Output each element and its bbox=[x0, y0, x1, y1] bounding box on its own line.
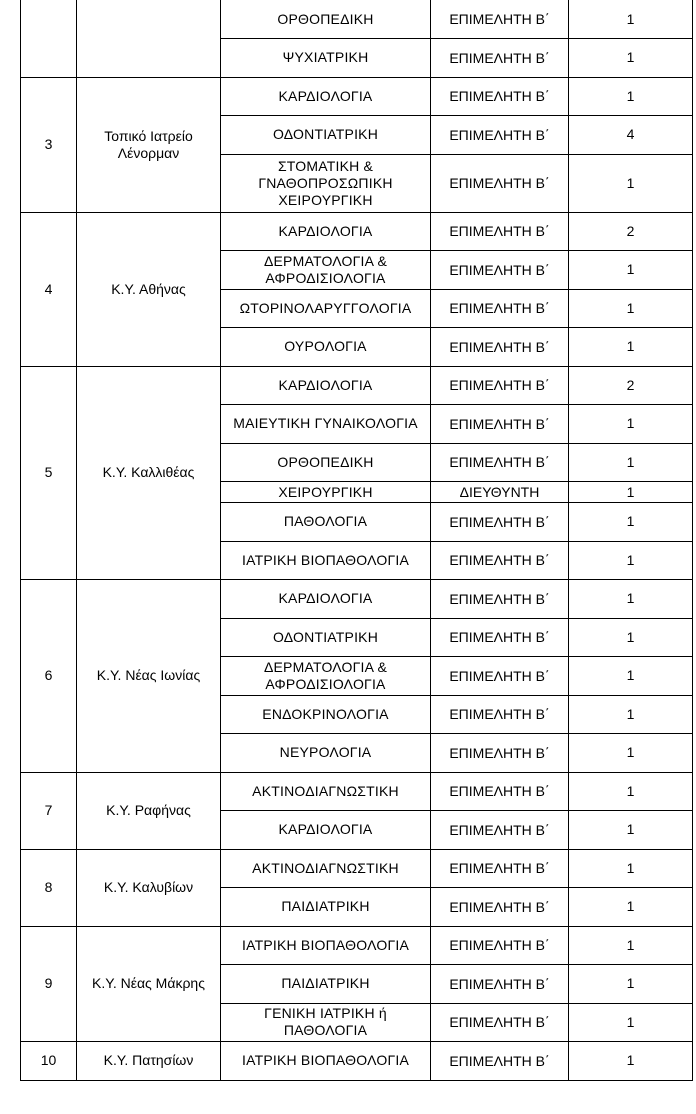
table-row bbox=[21, 366, 693, 405]
table-row bbox=[21, 0, 693, 39]
health-unit-cell: Κ.Υ. Καλλιθέας bbox=[77, 366, 221, 580]
positions-count-cell: 1 bbox=[569, 965, 693, 1004]
specialty-cell: ΟΡΘΟΠΕΔΙΚΗ bbox=[221, 0, 431, 39]
table-row bbox=[21, 849, 693, 888]
specialty-cell: ΟΡΘΟΠΕΔΙΚΗ bbox=[221, 443, 431, 482]
vacancy-table-page bbox=[20, 0, 692, 1081]
positions-count-cell: 1 bbox=[569, 695, 693, 734]
specialty-cell: ΚΑΡΔΙΟΛΟΓΙΑ bbox=[221, 212, 431, 251]
rank-cell: ΕΠΙΜΕΛΗΤΗ Β΄ bbox=[431, 541, 569, 580]
health-unit-cell bbox=[77, 0, 221, 77]
health-unit-cell: Τοπικό Ιατρείο Λένορμαν bbox=[77, 77, 221, 212]
specialty-cell: ΔΕΡΜΑΤΟΛΟΓΙΑ & ΑΦΡΟΔΙΣΙΟΛΟΓΙΑ bbox=[221, 657, 431, 696]
vacancy-table-body bbox=[21, 0, 693, 1080]
row-number-cell: 7 bbox=[21, 772, 77, 849]
positions-count-cell: 1 bbox=[569, 888, 693, 927]
specialty-cell: ΕΝΔΟΚΡΙΝΟΛΟΓΙΑ bbox=[221, 695, 431, 734]
specialty-cell: ΝΕΥΡΟΛΟΓΙΑ bbox=[221, 734, 431, 773]
specialty-cell: ΟΥΡΟΛΟΓΙΑ bbox=[221, 328, 431, 367]
rank-cell: ΕΠΙΜΕΛΗΤΗ Β΄ bbox=[431, 849, 569, 888]
positions-count-cell: 1 bbox=[569, 405, 693, 444]
rank-cell: ΕΠΙΜΕΛΗΤΗ Β΄ bbox=[431, 405, 569, 444]
specialty-cell: ΜΑΙΕΥΤΙΚΗ ΓΥΝΑΙΚΟΛΟΓΙΑ bbox=[221, 405, 431, 444]
specialty-cell: ΚΑΡΔΙΟΛΟΓΙΑ bbox=[221, 811, 431, 850]
positions-count-cell: 2 bbox=[569, 212, 693, 251]
row-number-cell: 6 bbox=[21, 580, 77, 773]
table-row bbox=[21, 580, 693, 619]
health-unit-cell: Κ.Υ. Αθήνας bbox=[77, 212, 221, 366]
rank-cell: ΕΠΙΜΕΛΗΤΗ Β΄ bbox=[431, 251, 569, 290]
positions-count-cell: 1 bbox=[569, 811, 693, 850]
positions-count-cell: 1 bbox=[569, 289, 693, 328]
positions-count-cell: 1 bbox=[569, 503, 693, 542]
row-number-cell bbox=[21, 0, 77, 77]
specialty-cell: ΟΔΟΝΤΙΑΤΡΙΚΗ bbox=[221, 618, 431, 657]
health-unit-cell: Κ.Υ. Νέας Ιωνίας bbox=[77, 580, 221, 773]
health-unit-cell: Κ.Υ. Καλυβίων bbox=[77, 849, 221, 926]
positions-count-cell: 1 bbox=[569, 772, 693, 811]
positions-count-cell: 1 bbox=[569, 328, 693, 367]
specialty-cell: ΙΑΤΡΙΚΗ ΒΙΟΠΑΘΟΛΟΓΙΑ bbox=[221, 926, 431, 965]
positions-count-cell: 1 bbox=[569, 734, 693, 773]
specialty-cell: ΨΥΧΙΑΤΡΙΚΗ bbox=[221, 39, 431, 78]
rank-cell: ΕΠΙΜΕΛΗΤΗ Β΄ bbox=[431, 695, 569, 734]
row-number-cell: 4 bbox=[21, 212, 77, 366]
rank-cell: ΕΠΙΜΕΛΗΤΗ Β΄ bbox=[431, 366, 569, 405]
rank-cell: ΕΠΙΜΕΛΗΤΗ Β΄ bbox=[431, 1042, 569, 1081]
row-number-cell: 8 bbox=[21, 849, 77, 926]
rank-cell: ΕΠΙΜΕΛΗΤΗ Β΄ bbox=[431, 657, 569, 696]
specialty-cell: ΧΕΙΡΟΥΡΓΙΚΗ bbox=[221, 482, 431, 503]
rank-cell: ΕΠΙΜΕΛΗΤΗ Β΄ bbox=[431, 212, 569, 251]
rank-cell: ΕΠΙΜΕΛΗΤΗ Β΄ bbox=[431, 772, 569, 811]
rank-cell: ΕΠΙΜΕΛΗΤΗ Β΄ bbox=[431, 443, 569, 482]
positions-count-cell: 1 bbox=[569, 154, 693, 212]
positions-count-cell: 1 bbox=[569, 849, 693, 888]
specialty-cell: ΙΑΤΡΙΚΗ ΒΙΟΠΑΘΟΛΟΓΙΑ bbox=[221, 1042, 431, 1081]
positions-count-cell: 1 bbox=[569, 926, 693, 965]
specialty-cell: ΑΚΤΙΝΟΔΙΑΓΝΩΣΤΙΚΗ bbox=[221, 772, 431, 811]
rank-cell: ΔΙΕΥΘΥΝΤΗ bbox=[431, 482, 569, 503]
rank-cell: ΕΠΙΜΕΛΗΤΗ Β΄ bbox=[431, 965, 569, 1004]
specialty-cell: ΚΑΡΔΙΟΛΟΓΙΑ bbox=[221, 77, 431, 116]
positions-count-cell: 4 bbox=[569, 116, 693, 155]
positions-count-cell: 1 bbox=[569, 1003, 693, 1042]
row-number-cell: 3 bbox=[21, 77, 77, 212]
rank-cell: ΕΠΙΜΕΛΗΤΗ Β΄ bbox=[431, 811, 569, 850]
positions-count-cell: 1 bbox=[569, 77, 693, 116]
rank-cell: ΕΠΙΜΕΛΗΤΗ Β΄ bbox=[431, 0, 569, 39]
rank-cell: ΕΠΙΜΕΛΗΤΗ Β΄ bbox=[431, 618, 569, 657]
specialty-cell: ΓΕΝΙΚΗ ΙΑΤΡΙΚΗ ή ΠΑΘΟΛΟΓΙΑ bbox=[221, 1003, 431, 1042]
rank-cell: ΕΠΙΜΕΛΗΤΗ Β΄ bbox=[431, 39, 569, 78]
specialty-cell: ΑΚΤΙΝΟΔΙΑΓΝΩΣΤΙΚΗ bbox=[221, 849, 431, 888]
rank-cell: ΕΠΙΜΕΛΗΤΗ Β΄ bbox=[431, 734, 569, 773]
health-unit-cell: Κ.Υ. Ραφήνας bbox=[77, 772, 221, 849]
table-row bbox=[21, 926, 693, 965]
rank-cell: ΕΠΙΜΕΛΗΤΗ Β΄ bbox=[431, 154, 569, 212]
specialty-cell: ΚΑΡΔΙΟΛΟΓΙΑ bbox=[221, 366, 431, 405]
rank-cell: ΕΠΙΜΕΛΗΤΗ Β΄ bbox=[431, 1003, 569, 1042]
specialty-cell: ΔΕΡΜΑΤΟΛΟΓΙΑ & ΑΦΡΟΔΙΣΙΟΛΟΓΙΑ bbox=[221, 251, 431, 290]
specialty-cell: ΩΤΟΡΙΝΟΛΑΡΥΓΓΟΛΟΓΙΑ bbox=[221, 289, 431, 328]
vacancy-table bbox=[20, 0, 693, 1081]
positions-count-cell: 1 bbox=[569, 657, 693, 696]
positions-count-cell: 1 bbox=[569, 580, 693, 619]
rank-cell: ΕΠΙΜΕΛΗΤΗ Β΄ bbox=[431, 580, 569, 619]
positions-count-cell: 1 bbox=[569, 482, 693, 503]
positions-count-cell: 1 bbox=[569, 618, 693, 657]
rank-cell: ΕΠΙΜΕΛΗΤΗ Β΄ bbox=[431, 328, 569, 367]
positions-count-cell: 1 bbox=[569, 0, 693, 39]
rank-cell: ΕΠΙΜΕΛΗΤΗ Β΄ bbox=[431, 926, 569, 965]
row-number-cell: 5 bbox=[21, 366, 77, 580]
table-row bbox=[21, 772, 693, 811]
positions-count-cell: 1 bbox=[569, 443, 693, 482]
health-unit-cell: Κ.Υ. Πατησίων bbox=[77, 1042, 221, 1081]
positions-count-cell: 2 bbox=[569, 366, 693, 405]
specialty-cell: ΠΑΙΔΙΑΤΡΙΚΗ bbox=[221, 965, 431, 1004]
positions-count-cell: 1 bbox=[569, 541, 693, 580]
row-number-cell: 10 bbox=[21, 1042, 77, 1081]
rank-cell: ΕΠΙΜΕΛΗΤΗ Β΄ bbox=[431, 77, 569, 116]
table-row bbox=[21, 212, 693, 251]
rank-cell: ΕΠΙΜΕΛΗΤΗ Β΄ bbox=[431, 503, 569, 542]
rank-cell: ΕΠΙΜΕΛΗΤΗ Β΄ bbox=[431, 888, 569, 927]
table-row bbox=[21, 1042, 693, 1081]
rank-cell: ΕΠΙΜΕΛΗΤΗ Β΄ bbox=[431, 116, 569, 155]
positions-count-cell: 1 bbox=[569, 39, 693, 78]
positions-count-cell: 1 bbox=[569, 1042, 693, 1081]
positions-count-cell: 1 bbox=[569, 251, 693, 290]
specialty-cell: ΚΑΡΔΙΟΛΟΓΙΑ bbox=[221, 580, 431, 619]
specialty-cell: ΙΑΤΡΙΚΗ ΒΙΟΠΑΘΟΛΟΓΙΑ bbox=[221, 541, 431, 580]
specialty-cell: ΟΔΟΝΤΙΑΤΡΙΚΗ bbox=[221, 116, 431, 155]
rank-cell: ΕΠΙΜΕΛΗΤΗ Β΄ bbox=[431, 289, 569, 328]
table-row bbox=[21, 77, 693, 116]
health-unit-cell: Κ.Υ. Νέας Μάκρης bbox=[77, 926, 221, 1042]
row-number-cell: 9 bbox=[21, 926, 77, 1042]
specialty-cell: ΣΤΟΜΑΤΙΚΗ & ΓΝΑΘΟΠΡΟΣΩΠΙΚΗ ΧΕΙΡΟΥΡΓΙΚΗ bbox=[221, 154, 431, 212]
specialty-cell: ΠΑΘΟΛΟΓΙΑ bbox=[221, 503, 431, 542]
specialty-cell: ΠΑΙΔΙΑΤΡΙΚΗ bbox=[221, 888, 431, 927]
